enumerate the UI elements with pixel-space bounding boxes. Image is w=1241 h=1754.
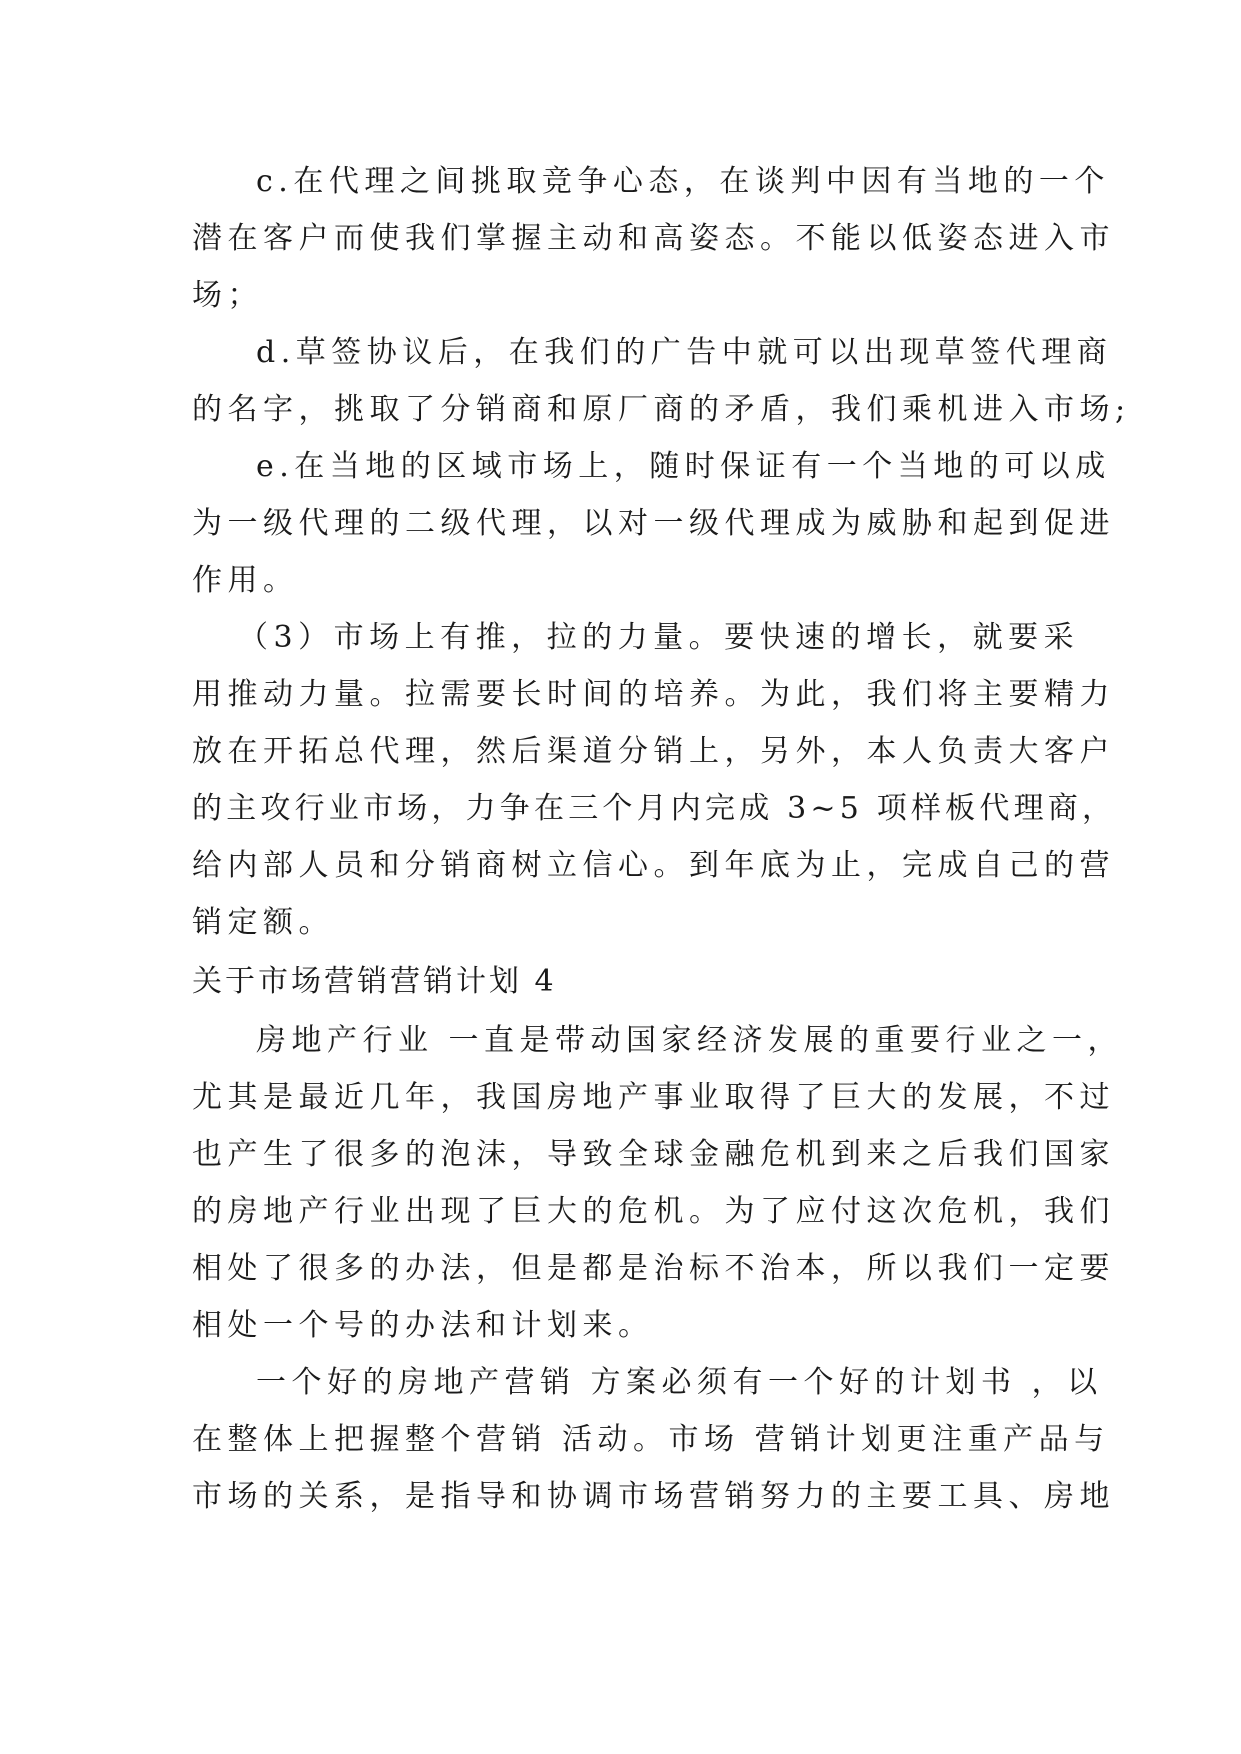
paragraph-e-line-3: 作用。 [192, 563, 299, 598]
paragraph-realestate-line-2: 尤其是最近几年，我国房地产事业取得了巨大的发展，不过 [192, 1080, 1115, 1115]
paragraph-3-line-5: 给内部人员和分销商树立信心。到年底为止，完成自己的营 [192, 848, 1115, 883]
paragraph-c-line-2: 潜在客户而使我们掌握主动和高姿态。不能以低姿态进入市 [192, 221, 1115, 256]
paragraph-plan-line-1: 一个好的房地产营销 方案必须有一个好的计划书 ，以 [256, 1365, 1103, 1400]
paragraph-plan-line-3: 市场的关系，是指导和协调市场营销努力的主要工具、房地 [192, 1479, 1115, 1514]
paragraph-3-line-6: 销定额。 [192, 905, 334, 940]
section-heading: 关于市场营销营销计划 4 [192, 964, 557, 999]
paragraph-realestate-line-4: 的房地产行业出现了巨大的危机。为了应付这次危机，我们 [192, 1194, 1115, 1229]
paragraph-3-line-4: 的主攻行业市场，力争在三个月内完成 3~5 项样板代理商， [192, 791, 1117, 826]
paragraph-realestate-line-3: 也产生了很多的泡沫，导致全球金融危机到来之后我们国家 [192, 1137, 1115, 1172]
paragraph-d-line-1: d.草签协议后，在我们的广告中就可以出现草签代理商 [256, 335, 1113, 370]
paragraph-e-line-1: e.在当地的区域市场上，随时保证有一个当地的可以成 [256, 449, 1111, 484]
paragraph-plan-line-2: 在整体上把握整个营销 活动。市场 营销计划更注重产品与 [192, 1422, 1110, 1457]
paragraph-c-line-3: 场； [192, 278, 263, 313]
paragraph-realestate-line-5: 相处了很多的办法，但是都是治标不治本，所以我们一定要 [192, 1251, 1115, 1286]
paragraph-3-line-2: 用推动力量。拉需要长时间的培养。为此，我们将主要精力 [192, 677, 1115, 712]
paragraph-3-line-1: （3）市场上有推，拉的力量。要快速的增长，就要采 [238, 620, 1080, 655]
paragraph-d-line-2: 的名字，挑取了分销商和原厂商的矛盾，我们乘机进入市场; [192, 392, 1131, 427]
paragraph-realestate-line-1: 房地产行业 一直是带动国家经济发展的重要行业之一， [256, 1023, 1124, 1058]
paragraph-3-line-3: 放在开拓总代理，然后渠道分销上，另外，本人负责大客户 [192, 734, 1115, 769]
paragraph-e-line-2: 为一级代理的二级代理，以对一级代理成为威胁和起到促进 [192, 506, 1115, 541]
paragraph-c-line-1: c.在代理之间挑取竞争心态，在谈判中因有当地的一个 [256, 164, 1110, 199]
paragraph-realestate-line-6: 相处一个号的办法和计划来。 [192, 1308, 654, 1343]
